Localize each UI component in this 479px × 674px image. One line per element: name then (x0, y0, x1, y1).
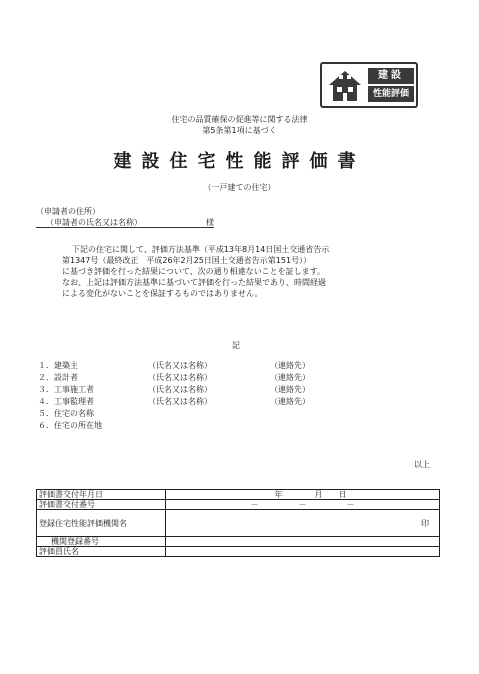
house-icon (325, 67, 365, 103)
issue-date-label: 評価書交付年月日 (37, 490, 166, 500)
item-label: ５．住宅の名称 (38, 409, 94, 418)
seal-mark: 印 (421, 518, 429, 528)
body-line: 第1347号（最終改正 平成26年2月25日国土交通省告示第151号）） (62, 256, 312, 265)
year-label: 年 (274, 490, 283, 499)
law-reference-line1: 住宅の品質確保の促進等に関する法律 (171, 115, 308, 124)
item-name-field: （氏名又は名称） (148, 361, 212, 370)
certification-text (62, 244, 422, 299)
table-row (37, 510, 440, 537)
day-label: 日 (338, 490, 347, 499)
item-contact-field: （連絡先） (270, 385, 310, 394)
document-subtitle: （一戸建ての住宅） (203, 183, 276, 192)
issue-number-field[interactable]: － － － (166, 500, 440, 510)
closing-ijo: 以上 (414, 460, 430, 469)
logo-label-top: 建設 (368, 68, 414, 84)
body-line: による変化がないことを保証するものではありません。 (62, 289, 263, 298)
body-line: なお、上記は評価方法基準に基づいて評価を行った結果であり、時間経過 (62, 278, 326, 287)
body-line: に基づき評価を行った結果について、次の通り相違ないことを証します。 (62, 267, 326, 276)
issuance-info-table (36, 489, 440, 557)
logo-label-bottom: 性能評価 (368, 86, 414, 102)
item-name-field: （氏名又は名称） (148, 397, 212, 406)
applicant-name: （申請者の氏名又は名称） (46, 218, 142, 227)
evaluator-name-field[interactable] (166, 547, 440, 557)
body-line: 下記の住宅に関して、評価方法基準（平成13年8月14日国土交通省告示 (72, 245, 330, 254)
agency-registration-field[interactable] (166, 537, 440, 547)
agency-name-label: 登録住宅性能評価機関名 (37, 510, 166, 537)
month-label: 月 (314, 490, 323, 499)
applicant-honorific: 様 (206, 218, 214, 227)
table-row (37, 537, 440, 547)
item-contact-field: （連絡先） (270, 361, 310, 370)
issue-date-field[interactable] (166, 490, 440, 500)
issue-number-label: 評価書交付番号 (37, 500, 166, 510)
item-label: ４．工事監理者 (38, 397, 94, 406)
item-name-field: （氏名又は名称） (148, 373, 212, 382)
document-title: 建設住宅性能評価書 (113, 151, 366, 172)
table-row (37, 547, 440, 557)
law-reference-line2: 第5条第1項に基づく (202, 126, 277, 135)
item-label: ２．設計者 (38, 373, 78, 382)
item-label: ３．工事施工者 (38, 385, 94, 394)
evaluator-name-label: 評価員氏名 (37, 547, 166, 557)
item-contact-field: （連絡先） (270, 397, 310, 406)
table-row (37, 500, 440, 510)
applicant-address: （申請者の住所） (36, 207, 100, 216)
agency-name-field[interactable] (166, 510, 440, 537)
item-label: ６．住宅の所在地 (38, 421, 102, 430)
applicant-underline (36, 227, 214, 228)
item-name-field: （氏名又は名称） (148, 385, 212, 394)
agency-registration-label: 機関登録番号 (37, 537, 166, 547)
housing-performance-logo (320, 62, 418, 108)
ki-heading: 記 (232, 341, 240, 350)
table-row (37, 490, 440, 500)
item-contact-field: （連絡先） (270, 373, 310, 382)
item-label: １．建築主 (38, 361, 78, 370)
